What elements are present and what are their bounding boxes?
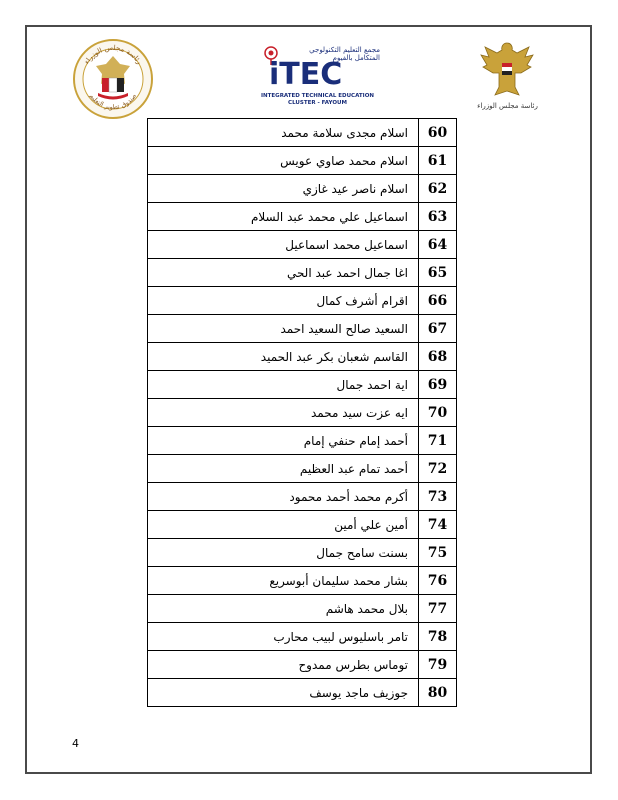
row-number-cell: 72 (419, 455, 457, 483)
student-name-cell: بسنت سامح جمال (148, 539, 419, 567)
row-number-cell: 64 (419, 231, 457, 259)
row-number-cell: 70 (419, 399, 457, 427)
itec-arabic-name: مجمع التعليم التكنولوجي المتكامل بالفيوم (309, 46, 380, 62)
student-name-cell: جوزيف ماجد يوسف (148, 679, 419, 707)
row-number-cell: 63 (419, 203, 457, 231)
row-number-cell: 75 (419, 539, 457, 567)
itec-english-line-2: CLUSTER - FAYOUM (288, 100, 347, 106)
left-logo-bottom-text: صندوق تطوير التعليم (87, 91, 139, 112)
table-row (148, 679, 457, 707)
names-table (147, 118, 457, 707)
row-number-cell: 80 (419, 679, 457, 707)
student-name-cell: السعيد صالح السعيد احمد (148, 315, 419, 343)
student-name-cell: اية احمد جمال (148, 371, 419, 399)
row-number-cell: 66 (419, 287, 457, 315)
table-row (148, 371, 457, 399)
itec-english-line-1: INTEGRATED TECHNICAL EDUCATION (261, 93, 374, 99)
row-number-cell: 78 (419, 623, 457, 651)
table-row (148, 399, 457, 427)
table-row (148, 651, 457, 679)
table-row (148, 455, 457, 483)
row-number-cell: 76 (419, 567, 457, 595)
student-name-cell: توماس بطرس ممدوح (148, 651, 419, 679)
row-number-cell: 74 (419, 511, 457, 539)
table-row (148, 259, 457, 287)
table-row (148, 231, 457, 259)
student-name-cell: اغا جمال احمد عبد الحي (148, 259, 419, 287)
page-header (60, 35, 560, 120)
row-number-cell: 79 (419, 651, 457, 679)
row-number-cell: 68 (419, 343, 457, 371)
table-row (148, 287, 457, 315)
row-number-cell: 62 (419, 175, 457, 203)
student-name-cell: بشار محمد سليمان أبوسريع (148, 567, 419, 595)
page-number: 4 (72, 737, 79, 750)
row-number-cell: 67 (419, 315, 457, 343)
student-name-cell: اسلام ناصر عيد غازي (148, 175, 419, 203)
student-name-cell: أكرم محمد أحمد محمود (148, 483, 419, 511)
eagle-icon (475, 39, 540, 101)
itec-brand-text: iTEC (269, 57, 343, 92)
row-number-cell: 65 (419, 259, 457, 287)
itec-logo (255, 43, 380, 113)
row-number-cell: 73 (419, 483, 457, 511)
table-row (148, 539, 457, 567)
table-row (148, 511, 457, 539)
student-name-cell: أمين علي أمين (148, 511, 419, 539)
names-table-body (148, 119, 457, 707)
svg-text:رئاسة مجلس الوزراء (83, 44, 143, 66)
row-number-cell: 60 (419, 119, 457, 147)
table-row (148, 567, 457, 595)
table-row (148, 147, 457, 175)
student-name-cell: بلال محمد هاشم (148, 595, 419, 623)
student-name-cell: اسماعيل علي محمد عبد السلام (148, 203, 419, 231)
student-name-cell: اسلام مجدى سلامة محمد (148, 119, 419, 147)
row-number-cell: 69 (419, 371, 457, 399)
row-number-cell: 61 (419, 147, 457, 175)
egypt-eagle-emblem (475, 39, 540, 115)
row-number-cell: 77 (419, 595, 457, 623)
student-name-cell: اقرام أشرف كمال (148, 287, 419, 315)
table-row (148, 203, 457, 231)
student-name-cell: تامر باسليوس لبيب محارب (148, 623, 419, 651)
table-row (148, 483, 457, 511)
row-number-cell: 71 (419, 427, 457, 455)
table-row (148, 175, 457, 203)
cabinet-fund-logo (72, 38, 154, 120)
table-row (148, 315, 457, 343)
table-row (148, 595, 457, 623)
left-logo-top-text: رئاسة مجلس الوزراء (82, 43, 144, 66)
student-name-cell: ايه عزت سيد محمد (148, 399, 419, 427)
table-row (148, 623, 457, 651)
table-row (148, 427, 457, 455)
student-name-cell: القاسم شعبان بكر عبد الحميد (148, 343, 419, 371)
student-name-cell: أحمد إمام حنفي إمام (148, 427, 419, 455)
table-row (148, 343, 457, 371)
svg-text:صندوق تطوير التعليم (88, 92, 139, 112)
student-name-cell: اسماعيل محمد اسماعيل (148, 231, 419, 259)
table-row (148, 119, 457, 147)
student-name-cell: اسلام محمد صاوي عويس (148, 147, 419, 175)
student-name-cell: أحمد تمام عبد العظيم (148, 455, 419, 483)
right-logo-text: رئاسة مجلس الوزراء (477, 102, 538, 110)
